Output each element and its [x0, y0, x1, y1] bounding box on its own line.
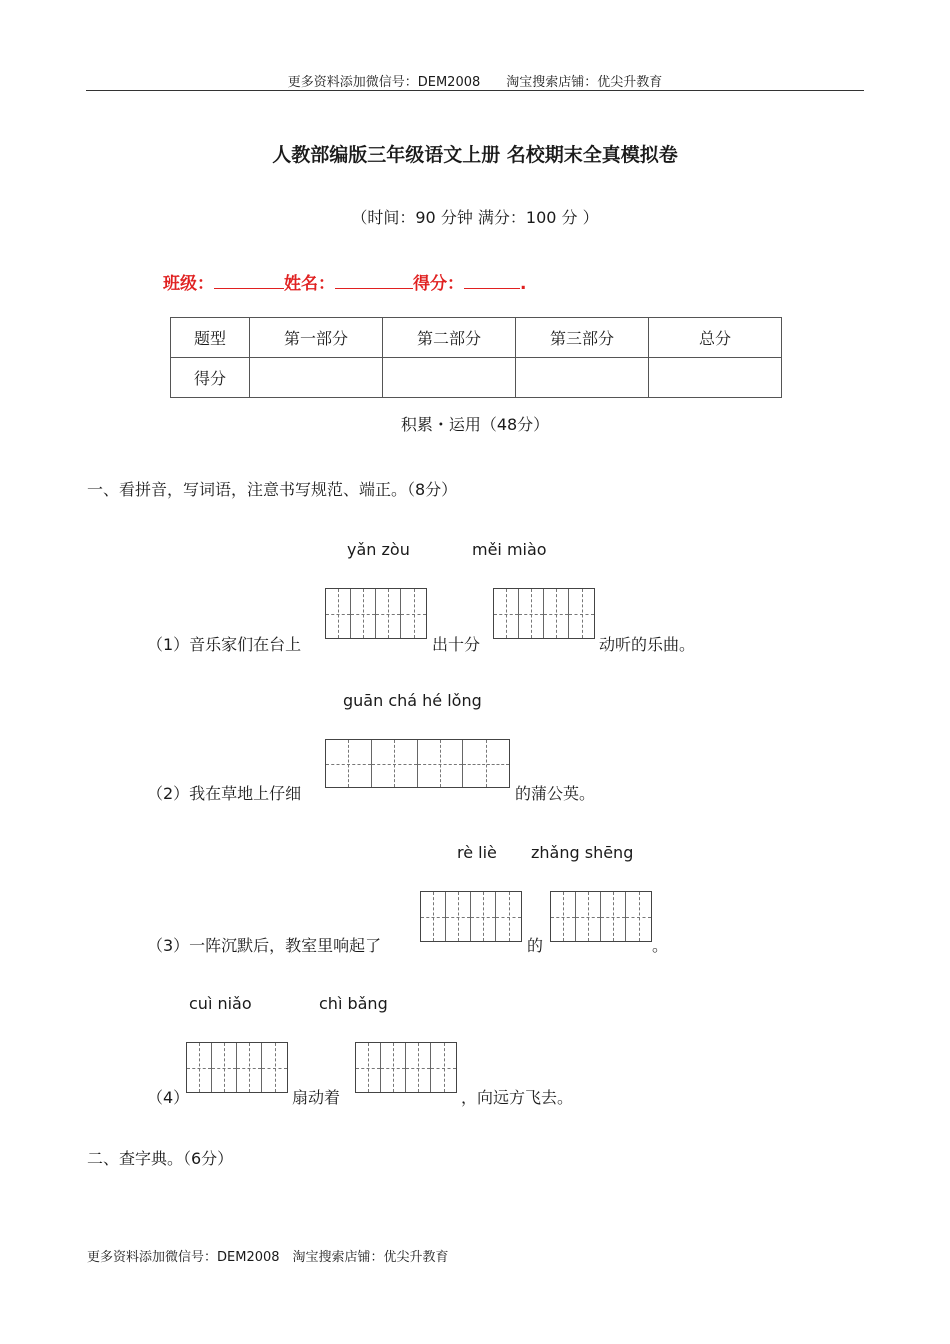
sentence-text: （3）一阵沉默后，教室里响起了	[147, 936, 382, 955]
name-label: 姓名：	[284, 274, 335, 294]
table-cell: 题型	[171, 318, 250, 358]
score-input-cell[interactable]	[383, 358, 516, 398]
writing-grid[interactable]	[186, 1042, 288, 1093]
pinyin-label: rè liè	[457, 843, 497, 862]
writing-grid[interactable]	[550, 891, 652, 942]
pinyin-label: měi miào	[472, 540, 547, 559]
table-cell: 第三部分	[516, 318, 649, 358]
question-1-title: 一、看拼音，写词语，注意书写规范、端正。（8分）	[87, 480, 458, 499]
score-input-cell[interactable]	[649, 358, 782, 398]
sentence-text: （4）	[147, 1088, 190, 1107]
sentence-text: 动听的乐曲。	[599, 635, 696, 654]
table-cell: 第二部分	[383, 318, 516, 358]
pinyin-label: chì bǎng	[319, 994, 388, 1013]
table-cell: 得分	[171, 358, 250, 398]
pinyin-label: zhǎng shēng	[531, 843, 634, 862]
pinyin-label: cuì niǎo	[189, 994, 252, 1013]
sentence-text: ，向远方飞去。	[461, 1088, 574, 1107]
info-end: .	[520, 274, 527, 294]
score-blank[interactable]	[464, 272, 520, 289]
sentence-text: 的	[527, 936, 544, 955]
page-header: 更多资料添加微信号：DEM2008 淘宝搜索店铺：优尖升教育	[287, 75, 663, 90]
section-heading: 积累・运用（48分）	[400, 415, 550, 434]
pinyin-label: guān chá hé lǒng	[343, 691, 482, 710]
sentence-text: 。	[652, 936, 669, 955]
page-footer: 更多资料添加微信号：DEM2008 淘宝搜索店铺：优尖升教育	[87, 1250, 449, 1265]
sentence-text: （1）音乐家们在台上	[147, 635, 302, 654]
score-input-cell[interactable]	[516, 358, 649, 398]
writing-grid[interactable]	[325, 588, 427, 639]
table-cell: 第一部分	[250, 318, 383, 358]
writing-grid[interactable]	[420, 891, 522, 942]
writing-grid[interactable]	[325, 739, 510, 788]
sentence-text: 出十分	[432, 635, 481, 654]
pinyin-label: yǎn zòu	[347, 540, 410, 559]
name-blank[interactable]	[335, 272, 413, 289]
sentence-text: 的蒲公英。	[515, 784, 596, 803]
score-label: 得分：	[413, 274, 464, 294]
writing-grid[interactable]	[355, 1042, 457, 1093]
score-table-score-row	[171, 358, 782, 398]
header-divider	[86, 90, 864, 91]
writing-grid[interactable]	[493, 588, 595, 639]
exam-time-score: （时间：90 分钟 满分：100 分 ）	[351, 208, 599, 227]
score-input-cell[interactable]	[250, 358, 383, 398]
sentence-text: 扇动着	[292, 1088, 341, 1107]
student-info-line	[163, 269, 526, 294]
sentence-text: （2）我在草地上仔细	[147, 784, 302, 803]
score-table-header-row	[171, 318, 782, 358]
class-blank[interactable]	[214, 272, 284, 289]
class-label: 班级：	[163, 274, 214, 294]
question-2-title: 二、查字典。（6分）	[87, 1149, 234, 1168]
table-cell: 总分	[649, 318, 782, 358]
score-table	[170, 317, 782, 398]
exam-title: 人教部编版三年级语文上册 名校期末全真模拟卷	[272, 144, 678, 166]
